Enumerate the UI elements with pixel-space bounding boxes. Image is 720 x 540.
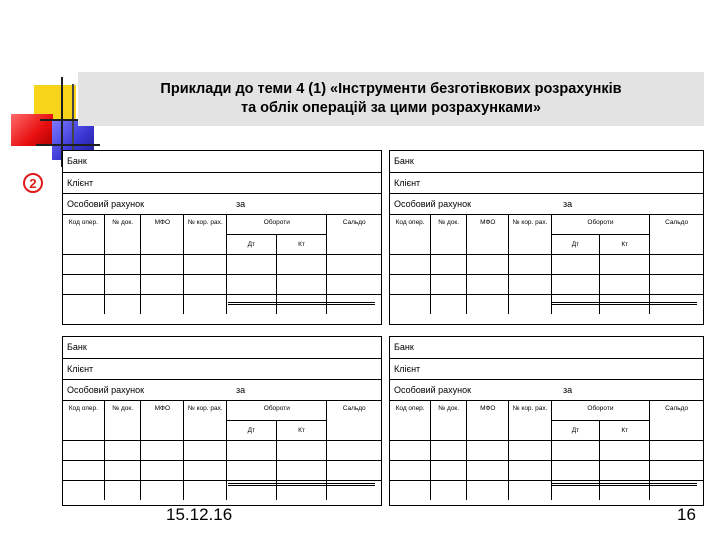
- table-cell: [327, 460, 381, 480]
- table-cell: [184, 294, 227, 314]
- total-double-line: [228, 483, 375, 486]
- col-mfo: МФО: [141, 214, 184, 254]
- col-corr-account: № кор. рах.: [184, 214, 227, 254]
- account-label: Особовий рахунок: [67, 198, 145, 209]
- total-double-line: [552, 483, 697, 486]
- table-cell: [467, 480, 509, 500]
- table-cell: [600, 254, 650, 274]
- col-mfo: МФО: [141, 400, 184, 440]
- col-code: Код опер.: [390, 214, 431, 254]
- table-cell: [650, 274, 703, 294]
- table-cell: [509, 480, 551, 500]
- table-cell: [141, 440, 184, 460]
- col-debit: Дт: [551, 420, 600, 440]
- table-cell: [104, 294, 141, 314]
- col-turnover: Обороти: [551, 214, 650, 234]
- col-credit: Кт: [276, 234, 327, 254]
- number-badge: 2: [23, 173, 43, 193]
- table-cell: [431, 254, 467, 274]
- col-corr-account: № кор. рах.: [184, 400, 227, 440]
- col-debit: Дт: [227, 420, 276, 440]
- table-cell: [551, 254, 600, 274]
- bank-label: Банк: [390, 337, 703, 358]
- account-label: Особовий рахунок: [67, 384, 145, 395]
- col-doc-no: № док.: [104, 214, 141, 254]
- col-mfo: МФО: [467, 214, 509, 254]
- table-cell: [390, 480, 431, 500]
- col-code: Код опер.: [63, 214, 104, 254]
- table-cell: [390, 294, 431, 314]
- bank-label: Банк: [63, 337, 381, 358]
- account-label: Особовий рахунок: [394, 198, 472, 209]
- col-code: Код опер.: [390, 400, 431, 440]
- table-cell: [431, 274, 467, 294]
- table-cell: [327, 254, 381, 274]
- table-cell: [63, 254, 104, 274]
- col-balance: Сальдо: [327, 214, 381, 254]
- table-cell: [431, 440, 467, 460]
- account-label: Особовий рахунок: [394, 384, 472, 395]
- client-label: Клієнт: [63, 358, 381, 379]
- account-table: [63, 151, 381, 314]
- account-table: [390, 151, 703, 314]
- account-table: [63, 337, 381, 500]
- col-doc-no: № док.: [104, 400, 141, 440]
- table-cell: [650, 254, 703, 274]
- table-cell: [327, 274, 381, 294]
- table-cell: [390, 460, 431, 480]
- table-cell: [141, 294, 184, 314]
- col-balance: Сальдо: [650, 400, 703, 440]
- table-cell: [141, 460, 184, 480]
- table-cell: [104, 480, 141, 500]
- title-bar: [78, 72, 704, 126]
- slide-title: Приклади до теми 4 (1) «Інструменти безготівкових розрахунків та облік операцій за цими розрахунками»: [160, 81, 622, 116]
- account-label-row: [390, 193, 703, 214]
- table-cell: [467, 254, 509, 274]
- bank-label: Банк: [63, 151, 381, 172]
- table-cell: [650, 460, 703, 480]
- account-label-row: [63, 193, 381, 214]
- table-cell: [184, 480, 227, 500]
- table-cell: [184, 460, 227, 480]
- account-label-row: [63, 379, 381, 400]
- table-cell: [276, 274, 327, 294]
- table-cell: [467, 274, 509, 294]
- table-cell: [600, 440, 650, 460]
- total-double-line: [552, 302, 697, 305]
- col-credit: Кт: [276, 420, 327, 440]
- account-card: [389, 336, 704, 506]
- col-balance: Сальдо: [327, 400, 381, 440]
- page-number: 16: [677, 505, 696, 524]
- col-doc-no: № док.: [431, 214, 467, 254]
- table-cell: [63, 294, 104, 314]
- table-cell: [63, 440, 104, 460]
- total-double-line: [228, 302, 375, 305]
- table-cell: [650, 440, 703, 460]
- table-cell: [276, 460, 327, 480]
- za-label: за: [563, 384, 573, 395]
- za-label: за: [236, 198, 246, 209]
- table-cell: [390, 254, 431, 274]
- table-cell: [467, 440, 509, 460]
- col-debit: Дт: [551, 234, 600, 254]
- table-cell: [509, 460, 551, 480]
- decor-line: [36, 144, 100, 146]
- col-doc-no: № док.: [431, 400, 467, 440]
- table-cell: [104, 440, 141, 460]
- table-cell: [327, 440, 381, 460]
- table-cell: [600, 274, 650, 294]
- table-cell: [104, 460, 141, 480]
- col-credit: Кт: [600, 234, 650, 254]
- client-label: Клієнт: [390, 358, 703, 379]
- table-cell: [467, 460, 509, 480]
- table-cell: [63, 460, 104, 480]
- account-label-row: [390, 379, 703, 400]
- col-mfo: МФО: [467, 400, 509, 440]
- account-card: [62, 150, 382, 325]
- table-cell: [431, 460, 467, 480]
- table-cell: [431, 480, 467, 500]
- table-cell: [141, 254, 184, 274]
- col-turnover: Обороти: [227, 400, 327, 420]
- col-balance: Сальдо: [650, 214, 703, 254]
- table-cell: [227, 460, 276, 480]
- table-cell: [141, 480, 184, 500]
- table-cell: [509, 274, 551, 294]
- table-cell: [104, 274, 141, 294]
- za-label: за: [563, 198, 573, 209]
- col-credit: Кт: [600, 420, 650, 440]
- table-cell: [63, 274, 104, 294]
- account-table: [390, 337, 703, 500]
- table-cell: [184, 274, 227, 294]
- col-code: Код опер.: [63, 400, 104, 440]
- account-card: [389, 150, 704, 325]
- table-cell: [551, 460, 600, 480]
- table-cell: [141, 274, 184, 294]
- col-debit: Дт: [227, 234, 276, 254]
- table-cell: [63, 480, 104, 500]
- col-corr-account: № кор. рах.: [509, 214, 551, 254]
- za-label: за: [236, 384, 246, 395]
- table-cell: [600, 460, 650, 480]
- table-cell: [184, 254, 227, 274]
- table-cell: [276, 440, 327, 460]
- table-cell: [509, 254, 551, 274]
- table-cell: [390, 274, 431, 294]
- table-cell: [390, 440, 431, 460]
- client-label: Клієнт: [390, 172, 703, 193]
- table-cell: [227, 254, 276, 274]
- table-cell: [551, 440, 600, 460]
- table-cell: [227, 274, 276, 294]
- table-cell: [276, 254, 327, 274]
- bank-label: Банк: [390, 151, 703, 172]
- table-cell: [509, 294, 551, 314]
- table-cell: [184, 440, 227, 460]
- table-cell: [104, 254, 141, 274]
- table-cell: [227, 440, 276, 460]
- client-label: Клієнт: [63, 172, 381, 193]
- table-cell: [509, 440, 551, 460]
- account-card: [62, 336, 382, 506]
- col-corr-account: № кор. рах.: [509, 400, 551, 440]
- table-cell: [431, 294, 467, 314]
- col-turnover: Обороти: [227, 214, 327, 234]
- table-cell: [467, 294, 509, 314]
- decor-line: [72, 84, 74, 158]
- footer-date: 15.12.16: [166, 505, 233, 524]
- col-turnover: Обороти: [551, 400, 650, 420]
- table-cell: [551, 274, 600, 294]
